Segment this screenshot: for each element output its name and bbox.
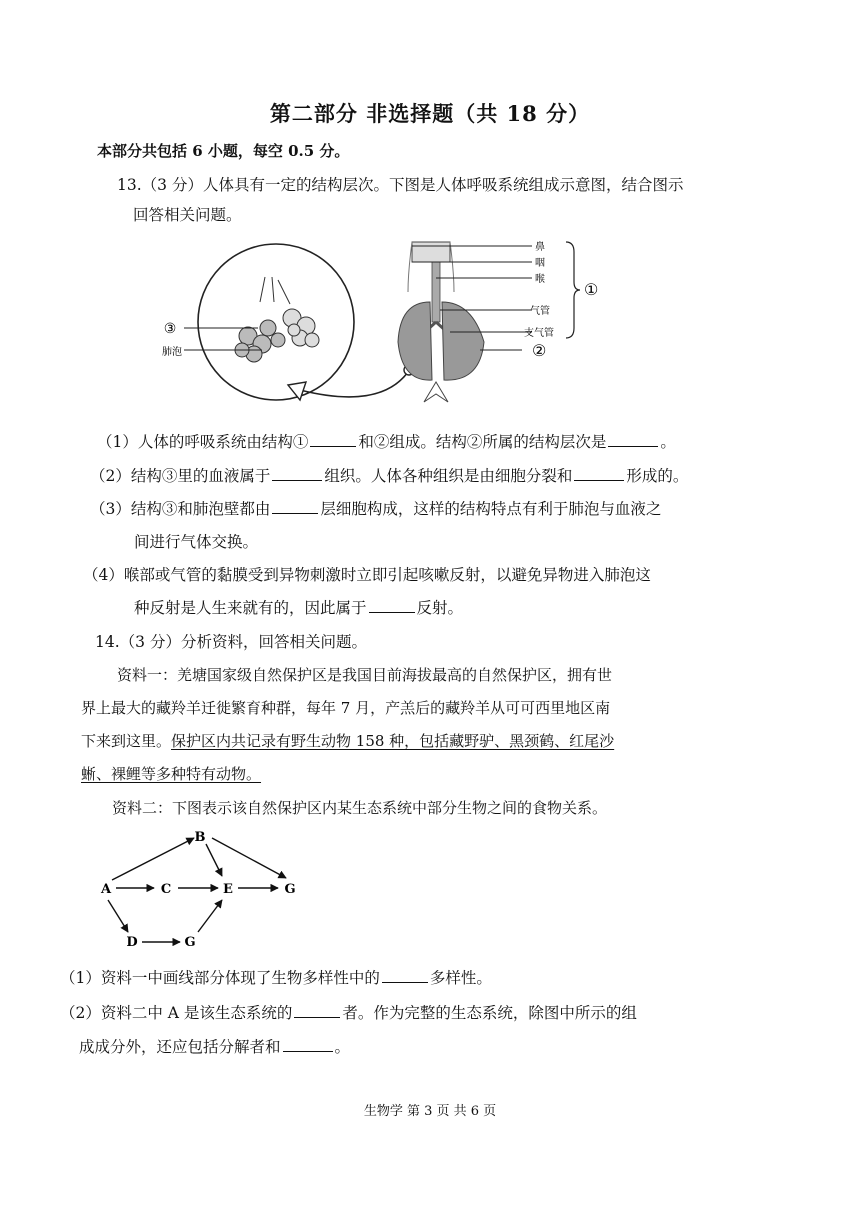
section-intro: 本部分共包括 6 小题，每空 0.5 分。 [97, 142, 350, 160]
section-title: 第二部分 非选择题（共 18 分） [269, 101, 591, 126]
magnify-arrow-head [288, 382, 306, 400]
q14-sub2-text-d: 。 [334, 1038, 351, 1056]
q14-sub1 [60, 966, 492, 988]
arrow-b-e [206, 844, 222, 876]
brace [566, 242, 580, 338]
q14-material2: 资料二：下图表示该自然保护区内某生态系统中部分生物之间的食物关系。 [112, 799, 608, 817]
q14-material1-line3 [81, 730, 614, 751]
magnify-arrow [300, 372, 408, 397]
q14-sub2-line2 [79, 1035, 350, 1057]
arrow-g-e [198, 900, 222, 932]
arrow-b-g [212, 838, 286, 878]
q14-sub2-text-b: 者。作为完整的生态系统，除图中所示的组 [342, 1004, 637, 1022]
label-circle-3: ③ [163, 321, 177, 337]
q14-material1-underlined-b: 蜥、裸鲤等多种特有动物。 [81, 765, 262, 783]
q14-material1-line2: 界上最大的藏羚羊迁徙繁育种群，每年 7 月，产羔后的藏羚羊从可可西里地区南 [81, 699, 611, 717]
label-nose: 鼻 [535, 242, 545, 253]
q13-sub4-blank1[interactable] [369, 598, 415, 613]
q14-material1-underlined-a: 保护区内共记录有野生动物 158 种，包括藏野驴、黑颈鹤、红尾沙 [171, 732, 615, 750]
node-g-right: G [284, 882, 296, 897]
q14-sub2-blank1[interactable] [294, 1003, 340, 1018]
q13-sub1 [97, 430, 676, 452]
q14-sub2-text-a: （2）资料二中 A 是该生态系统的 [60, 1004, 293, 1022]
q13-sub3 [90, 497, 661, 519]
page-footer: 生物学 第 3 页 共 6 页 [363, 1104, 497, 1119]
node-d: D [126, 935, 138, 950]
q13-sub1-blank2[interactable] [608, 432, 658, 447]
q13-sub2-text-b: 组织。人体各种组织是由细胞分裂和 [324, 467, 573, 485]
node-c: C [160, 882, 172, 897]
q13-sub2-text-a: （2）结构③里的血液属于 [90, 467, 271, 485]
label-alveolus: 肺泡 [162, 347, 182, 358]
node-g-bottom: G [184, 935, 196, 950]
q13-sub3-line2: 间进行气体交换。 [134, 533, 259, 551]
label-larynx: 喉 [535, 274, 545, 285]
food-web-diagram [90, 826, 310, 952]
q13-sub2-blank2[interactable] [574, 466, 624, 481]
q14-sub2-line1 [60, 1001, 637, 1023]
label-circle-1: ① [584, 280, 599, 299]
node-e: E [223, 882, 233, 897]
q13-sub2 [90, 464, 688, 486]
q14-sub1-text-a: （1）资料一中画线部分体现了生物多样性中的 [60, 969, 380, 987]
q13-sub2-text-c: 形成的。 [626, 467, 689, 485]
food-web-arrows [108, 838, 286, 942]
q13-sub1-text-c: 。 [660, 433, 676, 451]
q14-sub2-text-c: 成成分外，还应包括分解者和 [79, 1038, 281, 1056]
q13-stem-line1: 13.（3 分）人体具有一定的结构层次。下图是人体呼吸系统组成示意图，结合图示 [117, 176, 684, 194]
q13-sub3-text-a: （3）结构③和肺泡壁都由 [90, 500, 271, 518]
q13-sub3-text-b: 层细胞构成，这样的结构特点有利于肺泡与血液之 [320, 500, 662, 518]
alveolus-cluster-illustration [235, 277, 319, 362]
lungs-illustration [398, 242, 484, 402]
label-trachea: 气管 [530, 306, 550, 317]
q14-sub1-text-b: 多样性。 [429, 969, 492, 987]
q13-sub4-text-c: 反射。 [416, 599, 464, 617]
label-bronchus: 支气管 [524, 328, 554, 339]
node-b: B [194, 830, 206, 845]
q14-material1-line3-plain: 下来到这里。 [81, 732, 172, 750]
q13-sub4-line1: （4）喉部或气管的黏膜受到异物刺激时立即引起咳嗽反射，以避免异物进入肺泡这 [83, 566, 651, 584]
q13-sub4-text-b: 种反射是人生来就有的，因此属于 [134, 599, 367, 617]
q13-sub1-text-b: 和②组成。结构②所属的结构层次是 [358, 433, 607, 451]
magnified-circle [198, 244, 354, 400]
q13-sub4-line2 [134, 596, 463, 618]
label-circle-2: ② [532, 341, 547, 360]
arrow-a-b [112, 838, 194, 880]
q13-sub1-blank1[interactable] [310, 432, 356, 447]
arrow-a-d [108, 900, 128, 932]
q14-stem: 14.（3 分）分析资料，回答相关问题。 [95, 633, 367, 651]
q13-sub2-blank1[interactable] [272, 466, 322, 481]
node-a: A [100, 882, 112, 897]
respiratory-system-figure [150, 232, 610, 412]
q14-sub2-blank2[interactable] [283, 1037, 333, 1052]
q14-material1-line1: 资料一：羌塘国家级自然保护区是我国目前海拔最高的自然保护区，拥有世 [117, 666, 613, 684]
q13-sub3-blank1[interactable] [272, 499, 318, 514]
q13-sub1-text-a: （1）人体的呼吸系统由结构① [97, 433, 309, 451]
label-pharynx: 咽 [535, 258, 545, 269]
q13-stem-line2: 回答相关问题。 [133, 206, 242, 224]
q14-sub1-blank1[interactable] [382, 968, 428, 983]
